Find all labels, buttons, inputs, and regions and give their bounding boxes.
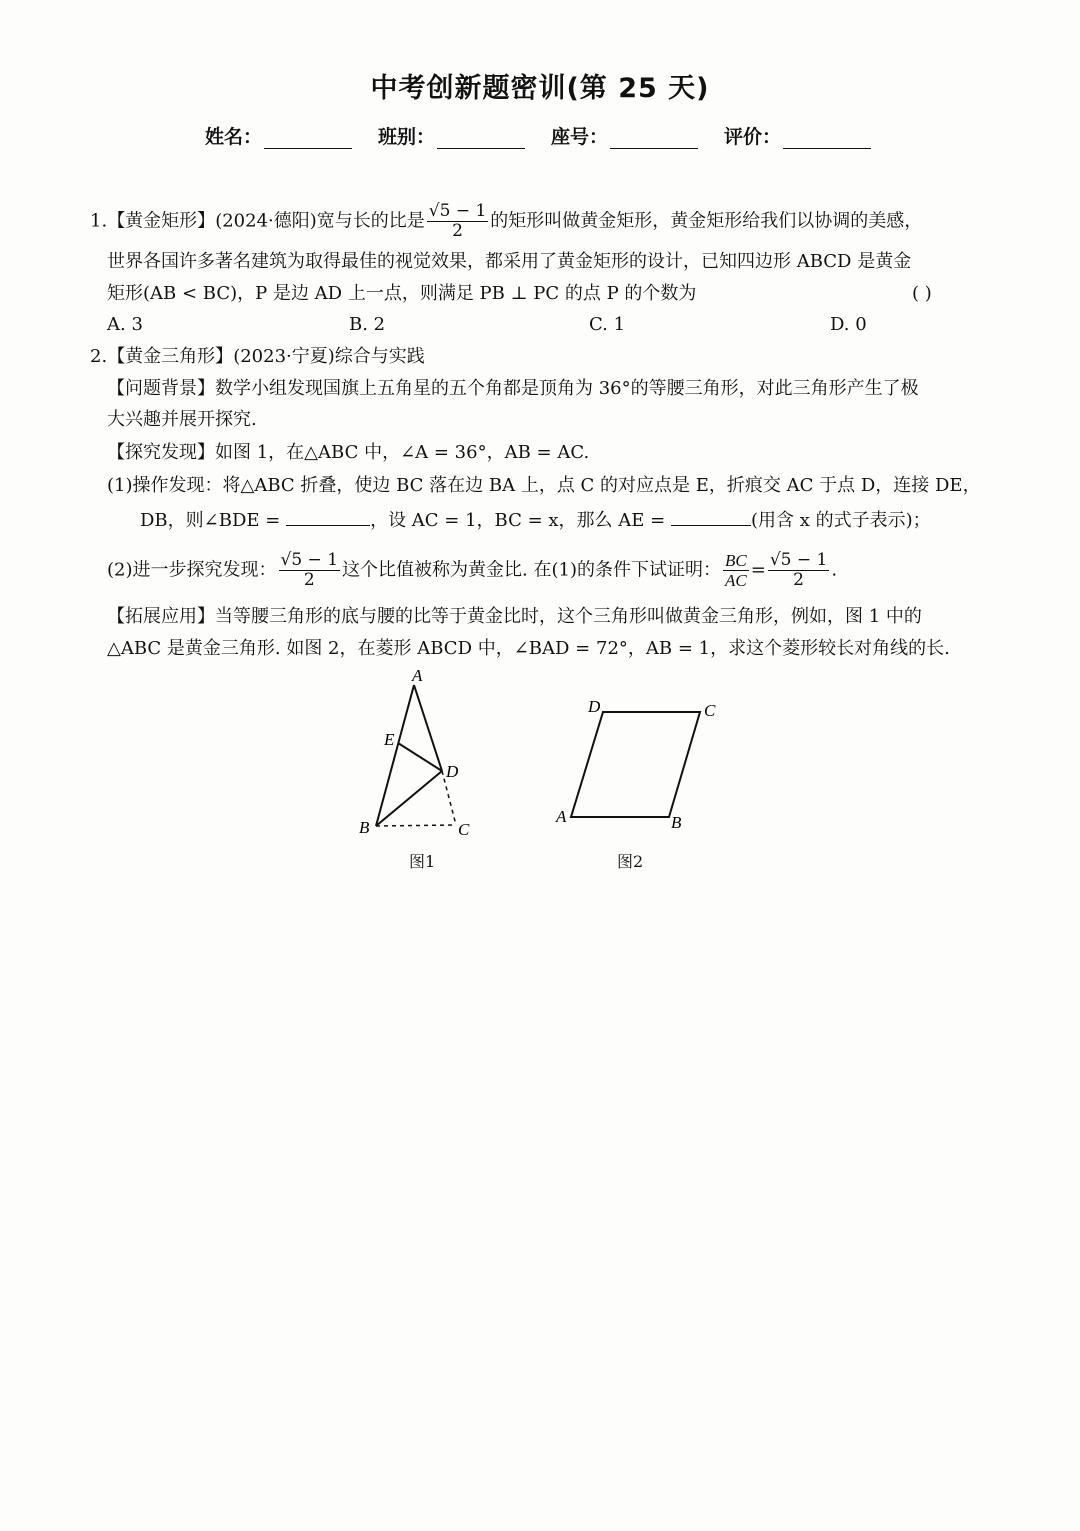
q1-line1 <box>90 202 922 241</box>
q2-p2-frac-num: √5 − 1 <box>280 550 339 570</box>
q2-p2-frac3 <box>768 551 830 590</box>
class-blank[interactable] <box>437 128 525 149</box>
grade-label: 评价： <box>724 126 782 148</box>
name-blank[interactable] <box>264 128 352 149</box>
fig1-fold-bd <box>376 771 442 826</box>
fig1-line-ed <box>398 743 442 771</box>
q2-explore-tag: 【探究发现】 <box>107 442 215 463</box>
fig1-label-d: D <box>446 762 459 781</box>
fig1-label-b: B <box>359 818 370 837</box>
fig1-label-a: A <box>412 666 423 685</box>
q1-frac-num: √5 − 1 <box>428 201 487 221</box>
fig2-label-c: C <box>704 701 716 720</box>
q2-part1-line1: (1)操作发现：将△ABC 折叠，使边 BC 落在边 BA 上，点 C 的对应点是 E，折痕交 AC 于点 D，连接 DE， <box>107 475 981 496</box>
q2-app-line2: △ABC 是黄金三角形. 如图 2，在菱形 ABCD 中，∠BAD = 72°，AB = 1，求这个菱形较长对角线的长. <box>107 638 950 659</box>
q2-p1-b: ，设 AC = 1，BC = x，那么 AE = <box>370 510 666 531</box>
fig1-label-e: E <box>384 730 395 749</box>
bde-answer-blank[interactable] <box>286 507 370 526</box>
q2-source: (2023·宁夏) <box>233 346 335 367</box>
q2-p2-frac2-num: BC <box>724 551 747 570</box>
q2-part2-line <box>107 551 837 590</box>
q1-choice-a[interactable]: A. 3 <box>107 314 143 335</box>
q2-p2-frac-den: 2 <box>303 570 315 590</box>
q2-explore-text: 如图 1，在△ABC 中，∠A = 36°，AB = AC. <box>215 442 590 463</box>
q2-p2-end: . <box>831 559 838 581</box>
q2-p2-frac3-den: 2 <box>793 570 804 590</box>
q2-part1-line2 <box>140 507 931 534</box>
figure1-diagram <box>350 665 490 845</box>
class-label: 班别： <box>378 126 436 148</box>
q2-app-tag: 【拓展应用】 <box>107 606 215 627</box>
q1-frac-den: 2 <box>452 221 463 241</box>
page-title: 中考创新题密训(第 25 天) <box>370 73 710 104</box>
q2-heading <box>90 344 425 370</box>
figure1-caption: 图1 <box>409 852 436 871</box>
figure2-diagram <box>548 690 728 840</box>
q2-app-line1 <box>107 604 922 630</box>
q1-fraction <box>427 202 489 241</box>
q1-source: (2024·德阳) <box>215 210 317 232</box>
q1-choice-c[interactable]: C. 1 <box>589 314 626 335</box>
q2-p2-pre: (2)进一步探究发现： <box>107 559 277 581</box>
fig1-dashed-bc <box>376 825 456 826</box>
seat-field[interactable] <box>551 122 698 149</box>
q2-app-text1: 当等腰三角形的底与腰的比等于黄金比时，这个三角形叫做黄金三角形，例如，图 1 中的 <box>215 606 922 627</box>
seat-blank[interactable] <box>610 128 698 149</box>
q2-bg-tag: 【问题背景】 <box>107 378 215 399</box>
q2-explore-line <box>107 440 589 466</box>
fig2-label-d: D <box>588 697 601 716</box>
q2-p2-frac <box>279 551 341 590</box>
q2-bg-line1 <box>107 376 919 402</box>
q2-p2-mid: 这个比值被称为黄金比. 在(1)的条件下试证明： <box>342 559 721 581</box>
name-field[interactable] <box>205 122 352 149</box>
fig1-side-ab <box>376 685 414 826</box>
fig2-label-b: B <box>671 813 682 832</box>
q2-p2-frac2 <box>723 551 749 590</box>
fig2-rhombus <box>571 712 700 817</box>
q2-p2-frac2-den: AC <box>724 571 747 590</box>
q2-heading-post: 综合与实践 <box>334 346 425 367</box>
q1-line1-pre: 宽与长的比是 <box>316 210 425 232</box>
q2-p1-a: DB，则∠BDE = <box>140 510 281 531</box>
class-field[interactable] <box>378 122 525 149</box>
figure2-caption: 图2 <box>617 852 644 871</box>
q2-bg-text1: 数学小组发现国旗上五角星的五个角都是顶角为 36°的等腰三角形，对此三角形产生了极 <box>215 378 919 399</box>
grade-blank[interactable] <box>783 128 871 149</box>
q2-p2-frac3-num: √5 − 1 <box>769 550 828 570</box>
q1-tag: 【黄金矩形】 <box>107 210 216 232</box>
q1-answer-paren[interactable]: ( ) <box>912 283 932 304</box>
grade-field[interactable] <box>724 122 871 149</box>
q2-p1-c: (用含 x 的式子表示)； <box>750 510 931 531</box>
q2-number: 2. <box>90 346 108 367</box>
q1-line3: 矩形(AB < BC)，P 是边 AD 上一点，则满足 PB ⊥ PC 的点 P 的个数为 <box>107 283 697 304</box>
ae-answer-blank[interactable] <box>671 507 751 526</box>
q2-tag: 【黄金三角形】 <box>107 346 234 367</box>
q1-line2: 世界各国许多著名建筑为取得最佳的视觉效果，都采用了黄金矩形的设计，已知四边形 ABCD 是黄金 <box>107 251 912 272</box>
name-label: 姓名： <box>205 126 263 148</box>
student-info-row <box>205 122 905 149</box>
seat-label: 座号： <box>551 126 609 148</box>
q1-number: 1. <box>90 210 108 232</box>
fig2-label-a: A <box>556 807 567 826</box>
fig1-side-ad <box>414 685 442 771</box>
q1-choice-d[interactable]: D. 0 <box>830 314 867 335</box>
q1-line1-post: 的矩形叫做黄金矩形，黄金矩形给我们以协调的美感， <box>490 210 923 232</box>
fig1-label-c: C <box>458 820 470 839</box>
q2-p2-eq: = <box>750 559 766 581</box>
q2-bg-line2: 大兴趣并展开探究. <box>107 409 257 430</box>
q1-choice-b[interactable]: B. 2 <box>349 314 386 335</box>
